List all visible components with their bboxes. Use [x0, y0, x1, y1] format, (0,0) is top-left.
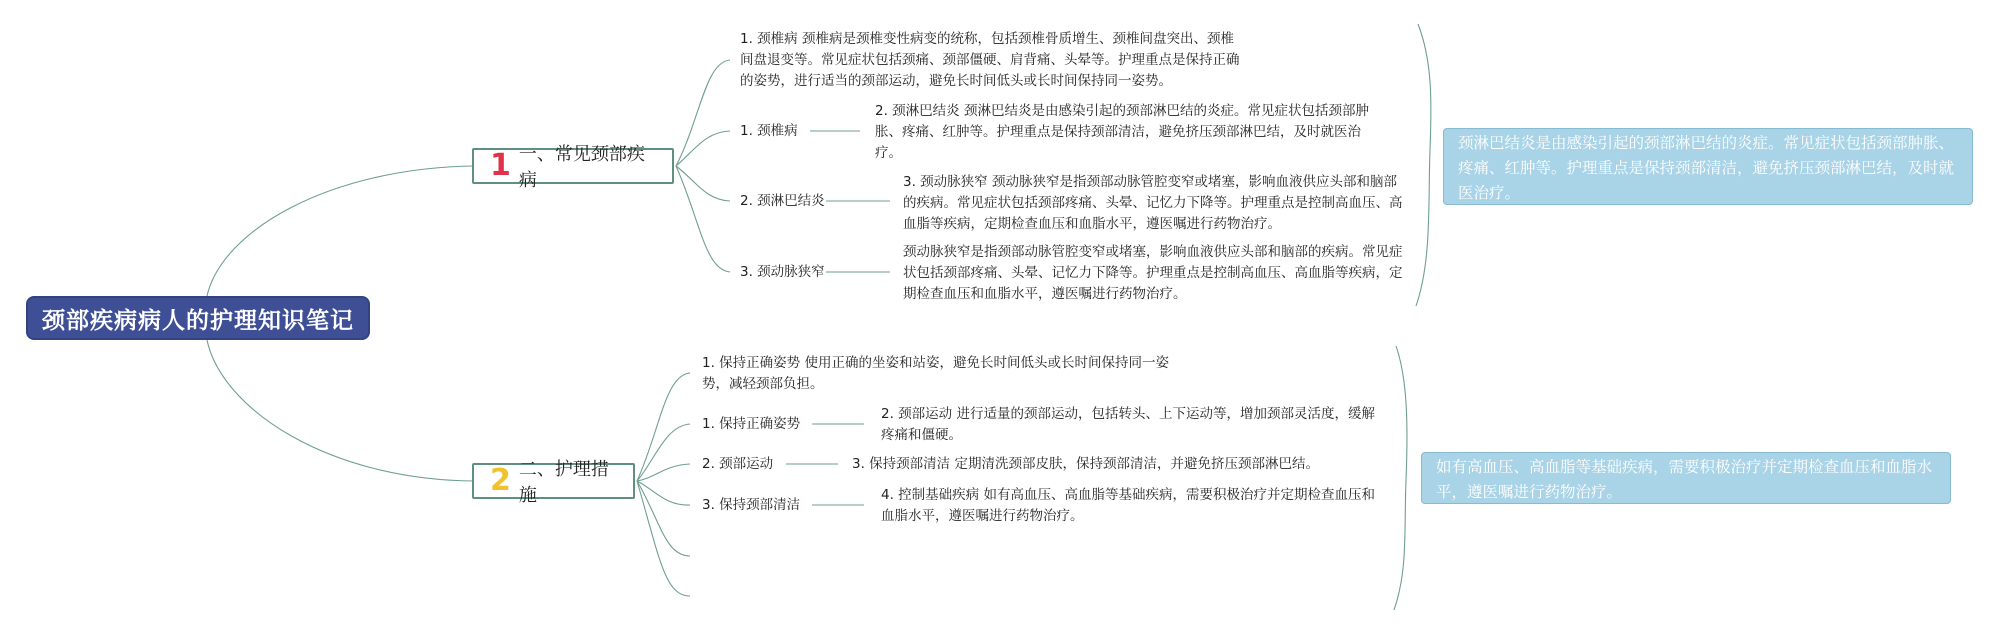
bracket-b1: [1416, 24, 1431, 306]
link-b2-item2: [637, 424, 690, 481]
bracket-b2: [1394, 346, 1407, 610]
link-root-branch2: [207, 340, 474, 481]
summary-note-lymphadenitis[interactable]: 颈淋巴结炎是由感染引起的颈部淋巴结的炎症。常见症状包括颈部肿胀、疼痛、红肿等。护理重点是保持颈部清洁，避免挤压颈部淋巴结，及时就医治疗。: [1443, 128, 1973, 205]
branch-nursing-measures[interactable]: [472, 459, 635, 506]
branch-label: 一、常见颈部疾病: [518, 144, 645, 191]
topic-carotid-stenosis-description[interactable]: 颈动脉狭窄是指颈部动脉管腔变窄或堵塞，影响血液供应头部和脑部的疾病。常见症状包括颈部疼痛、头晕、记忆力下降等。护理重点是控制高血压、高血脂等疾病，定期检查血压和血脂水平，遵医嘱进行药物治疗。: [903, 244, 1403, 302]
topic-neck-exercise[interactable]: 2. 颈部运动: [702, 456, 774, 472]
topic-basic-disease-control-detail[interactable]: 4. 控制基础疾病 如有高血压、高血脂等基础疾病，需要积极治疗并定期检查血压和血脂水平，遵医嘱进行药物治疗。: [881, 487, 1375, 524]
link-b2-item5: [637, 481, 690, 556]
topic-carotid-stenosis[interactable]: 3. 颈动脉狭窄: [740, 264, 825, 280]
topic-lymphadenitis-detail[interactable]: 2. 颈淋巴结炎 颈淋巴结炎是由感染引起的颈部淋巴结的炎症。常见症状包括颈部肿胀、疼痛、红肿等。护理重点是保持颈部清洁，避免挤压颈部淋巴结，及时就医治疗。: [875, 103, 1369, 161]
link-b2-item3: [637, 464, 690, 481]
link-b1-item1: [676, 60, 730, 166]
topic-neck-cleanliness-detail[interactable]: 3. 保持颈部清洁 定期清洗颈部皮肤，保持颈部清洁，并避免挤压颈部淋巴结。: [852, 456, 1319, 472]
topic-cervical-spondylosis-detail[interactable]: 1. 颈椎病 颈椎病是颈椎变性病变的统称，包括颈椎骨质增生、颈椎间盘突出、颈椎间盘退变等。常见症状包括颈痛、颈部僵硬、肩背痛、头晕等。护理重点是保持正确的姿势，进行适当的颈部运动，避免长时间低头或长时间保持同一姿势。: [740, 31, 1240, 89]
link-b2-item4: [637, 481, 690, 505]
topic-cervical-spondylosis[interactable]: 1. 颈椎病: [740, 123, 798, 139]
topic-correct-posture[interactable]: 1. 保持正确姿势: [702, 416, 801, 432]
topic-lymphadenitis[interactable]: 2. 颈淋巴结炎: [740, 193, 825, 209]
link-b1-item3: [676, 166, 730, 201]
topic-neck-cleanliness[interactable]: 3. 保持颈部清洁: [702, 497, 801, 513]
root-topic[interactable]: 颈部疾病病人的护理知识笔记: [26, 296, 370, 340]
branch-common-diseases[interactable]: [472, 144, 674, 191]
topic-carotid-stenosis-detail[interactable]: 3. 颈动脉狭窄 颈动脉狭窄是指颈部动脉管腔变窄或堵塞，影响血液供应头部和脑部的疾病。常见症状包括颈部疼痛、头晕、记忆力下降等。护理重点是控制高血压、高血脂等疾病，定期检查血压和血脂水平，遵医嘱进行药物治疗。: [903, 174, 1403, 232]
summary-note-basic-disease[interactable]: 如有高血压、高血脂等基础疾病，需要积极治疗并定期检查血压和血脂水平，遵医嘱进行药物治疗。: [1421, 452, 1951, 504]
link-b1-item4: [676, 166, 730, 272]
number-badge: 1: [490, 148, 511, 183]
branch-label: 二、护理措施: [518, 459, 609, 506]
link-root-branch1: [207, 166, 474, 296]
number-badge: 2: [490, 463, 511, 498]
topic-correct-posture-detail[interactable]: 1. 保持正确姿势 使用正确的坐姿和站姿，避免长时间低头或长时间保持同一姿势，减轻颈部负担。: [702, 355, 1169, 392]
topic-neck-exercise-detail[interactable]: 2. 颈部运动 进行适量的颈部运动，包括转头、上下运动等，增加颈部灵活度，缓解疼痛和僵硬。: [881, 406, 1375, 443]
